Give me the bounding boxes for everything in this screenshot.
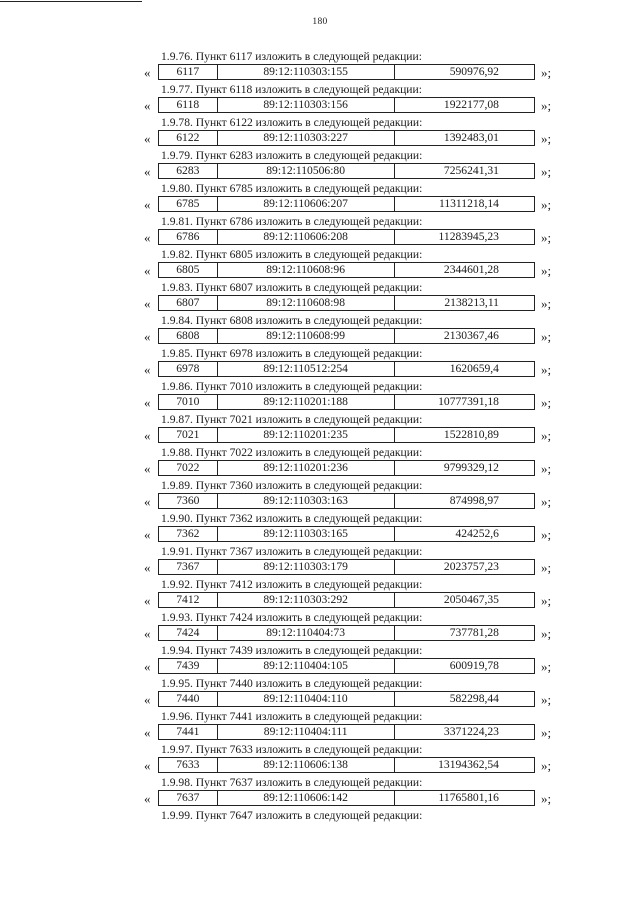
close-quote: »; [541,296,552,311]
amendment-entry [0,512,640,545]
row-cells [158,328,535,344]
cadastral-value-cell: 1620659,4 [449,362,499,375]
row-cells [158,625,535,641]
amendment-heading: 1.9.80. Пункт 6785 изложить в следующей редакции: [161,182,423,195]
item-number-cell: 7412 [159,593,218,607]
item-number-cell: 6283 [159,164,218,178]
amendment-entry [0,776,640,809]
row-cells [158,592,535,608]
amendment-heading: 1.9.87. Пункт 7021 изложить в следующей редакции: [161,413,423,426]
amendment-entry [0,380,640,413]
item-number-cell: 6805 [159,263,218,277]
table-row [140,460,580,478]
cadastral-value-cell: 11283945,23 [438,230,499,243]
amendment-heading: 1.9.93. Пункт 7424 изложить в следующей редакции: [161,611,423,624]
open-quote: « [144,329,151,344]
amendment-heading: 1.9.95. Пункт 7440 изложить в следующей редакции: [161,677,423,690]
item-number-cell: 6118 [159,98,218,112]
table-row [140,196,580,214]
item-number-cell: 7010 [159,395,218,409]
amendment-heading: 1.9.79. Пункт 6283 изложить в следующей редакции: [161,149,423,162]
table-row [140,592,580,610]
row-cells [158,295,535,311]
cadastral-value-cell: 874998,97 [449,494,499,507]
cadastral-value-cell: 737781,28 [449,626,499,639]
open-quote: « [144,758,151,773]
table-row [140,724,580,742]
cadastral-number-cell: 89:12:110606:208 [218,230,395,244]
table-row [140,559,580,577]
amendment-heading: 1.9.84. Пункт 6808 изложить в следующей редакции: [161,314,423,327]
item-number-cell: 7440 [159,692,218,706]
amendment-entry [0,545,640,578]
close-quote: »; [541,65,552,80]
item-number-cell: 7424 [159,626,218,640]
close-quote: »; [541,362,552,377]
open-quote: « [144,560,151,575]
item-number-cell: 7362 [159,527,218,541]
row-cells [158,526,535,542]
item-number-cell: 7360 [159,494,218,508]
amendment-entry [0,743,640,776]
open-quote: « [144,725,151,740]
cadastral-value-cell: 2344601,28 [443,263,499,276]
amendment-heading: 1.9.76. Пункт 6117 изложить в следующей редакции: [161,50,422,63]
open-quote: « [144,626,151,641]
cadastral-value-cell: 600919,78 [449,659,499,672]
open-quote: « [144,197,151,212]
cadastral-number-cell: 89:12:110303:227 [218,131,395,145]
amendment-heading: 1.9.83. Пункт 6807 изложить в следующей редакции: [161,281,423,294]
open-quote: « [144,428,151,443]
row-cells [158,493,535,509]
item-number-cell: 6978 [159,362,218,376]
item-number-cell: 7441 [159,725,218,739]
amendment-heading: 1.9.82. Пункт 6805 изложить в следующей редакции: [161,248,423,261]
amendment-entry [0,281,640,314]
amendment-heading: 1.9.85. Пункт 6978 изложить в следующей редакции: [161,347,423,360]
cadastral-value-cell: 2130367,46 [443,329,499,342]
amendment-entry [0,413,640,446]
open-quote: « [144,395,151,410]
open-quote: « [144,98,151,113]
open-quote: « [144,461,151,476]
cadastral-value-cell: 2138213,11 [444,296,499,309]
close-quote: »; [541,527,552,542]
item-number-cell: 6808 [159,329,218,343]
row-cells [158,394,535,410]
cadastral-number-cell: 89:12:110201:188 [218,395,395,409]
amendment-entry [0,710,640,743]
row-cells [158,130,535,146]
cadastral-value-cell: 11765801,16 [438,791,499,804]
close-quote: »; [541,329,552,344]
amendment-entry [0,182,640,215]
open-quote: « [144,230,151,245]
cadastral-number-cell: 89:12:110506:80 [218,164,395,178]
item-number-cell: 6786 [159,230,218,244]
cadastral-number-cell: 89:12:110303:155 [218,65,395,79]
cadastral-number-cell: 89:12:110303:163 [218,494,395,508]
table-row [140,526,580,544]
row-cells [158,460,535,476]
close-quote: »; [541,659,552,674]
table-row [140,394,580,412]
cadastral-number-cell: 89:12:110201:236 [218,461,395,475]
close-quote: »; [541,197,552,212]
item-number-cell: 6117 [159,65,218,79]
close-quote: »; [541,98,552,113]
cadastral-number-cell: 89:12:110606:207 [218,197,395,211]
close-quote: »; [541,428,552,443]
amendment-entry [0,479,640,512]
cadastral-number-cell: 89:12:110608:96 [218,263,395,277]
row-cells [158,262,535,278]
row-cells [158,229,535,245]
table-row [140,64,580,82]
open-quote: « [144,131,151,146]
cadastral-value-cell: 9799329,12 [443,461,499,474]
cadastral-value-cell: 2050467,35 [443,593,499,606]
table-row [140,757,580,775]
amendment-heading: 1.9.86. Пункт 7010 изложить в следующей редакции: [161,380,423,393]
cadastral-number-cell: 89:12:110606:142 [218,791,395,805]
table-row [140,163,580,181]
amendment-heading: 1.9.88. Пункт 7022 изложить в следующей редакции: [161,446,423,459]
close-quote: »; [541,593,552,608]
page-number: 180 [312,17,328,27]
amendment-entry [0,248,640,281]
table-row [140,361,580,379]
item-number-cell: 6785 [159,197,218,211]
table-row [140,625,580,643]
item-number-cell: 7022 [159,461,218,475]
amendment-entry [0,116,640,149]
close-quote: »; [541,230,552,245]
cadastral-value-cell: 1922177,08 [443,98,499,111]
close-quote: »; [541,758,552,773]
amendment-heading: 1.9.96. Пункт 7441 изложить в следующей редакции: [161,710,423,723]
close-quote: »; [541,263,552,278]
amendment-entry [0,578,640,611]
close-quote: »; [541,626,552,641]
amendment-heading: 1.9.81. Пункт 6786 изложить в следующей редакции: [161,215,423,228]
amendment-heading: 1.9.94. Пункт 7439 изложить в следующей редакции: [161,644,423,657]
close-quote: »; [541,395,552,410]
open-quote: « [144,527,151,542]
cadastral-number-cell: 89:12:110201:235 [218,428,395,442]
open-quote: « [144,593,151,608]
table-row [140,658,580,676]
amendment-entry [0,83,640,116]
close-quote: »; [541,164,552,179]
open-quote: « [144,494,151,509]
amendment-entry [0,149,640,182]
amendment-heading-last: 1.9.99. Пункт 7647 изложить в следующей редакции: [161,809,423,822]
open-quote: « [144,659,151,674]
table-row [140,262,580,280]
open-quote: « [144,791,151,806]
table-row [140,493,580,511]
cadastral-value-cell: 10777391,18 [438,395,499,408]
cadastral-value-cell: 1522810,89 [443,428,499,441]
row-cells [158,64,535,80]
cadastral-number-cell: 89:12:110608:98 [218,296,395,310]
item-number-cell: 6122 [159,131,218,145]
top-rule [0,1,142,2]
cadastral-value-cell: 7256241,31 [443,164,499,177]
item-number-cell: 7021 [159,428,218,442]
table-row [140,295,580,313]
row-cells [158,196,535,212]
close-quote: »; [541,725,552,740]
amendment-entry [0,611,640,644]
row-cells [158,724,535,740]
amendment-heading: 1.9.92. Пункт 7412 изложить в следующей редакции: [161,578,423,591]
cadastral-number-cell: 89:12:110404:110 [218,692,395,706]
table-row [140,328,580,346]
cadastral-value-cell: 13194362,54 [438,758,499,771]
table-row [140,130,580,148]
cadastral-number-cell: 89:12:110608:99 [218,329,395,343]
row-cells [158,790,535,806]
row-cells [158,658,535,674]
close-quote: »; [541,791,552,806]
amendment-entry [0,347,640,380]
open-quote: « [144,164,151,179]
table-row [140,790,580,808]
row-cells [158,427,535,443]
cadastral-number-cell: 89:12:110606:138 [218,758,395,772]
cadastral-value-cell: 424252,6 [455,527,499,540]
cadastral-value-cell: 3371224,23 [443,725,499,738]
cadastral-value-cell: 2023757,23 [443,560,499,573]
amendments-list [0,50,640,822]
table-row [140,427,580,445]
amendment-entry [0,446,640,479]
cadastral-number-cell: 89:12:110303:156 [218,98,395,112]
amendment-heading: 1.9.98. Пункт 7637 изложить в следующей редакции: [161,776,423,789]
amendment-heading: 1.9.91. Пункт 7367 изложить в следующей редакции: [161,545,423,558]
amendment-entry [0,50,640,83]
row-cells [158,163,535,179]
amendment-entry [0,677,640,710]
item-number-cell: 6807 [159,296,218,310]
amendment-entry [0,215,640,248]
table-row [140,691,580,709]
item-number-cell: 7633 [159,758,218,772]
amendment-heading: 1.9.97. Пункт 7633 изложить в следующей редакции: [161,743,423,756]
item-number-cell: 7367 [159,560,218,574]
table-row [140,97,580,115]
row-cells [158,97,535,113]
row-cells [158,757,535,773]
cadastral-number-cell: 89:12:110404:105 [218,659,395,673]
cadastral-value-cell: 590976,92 [449,65,499,78]
close-quote: »; [541,461,552,476]
cadastral-number-cell: 89:12:110303:165 [218,527,395,541]
row-cells [158,691,535,707]
open-quote: « [144,362,151,377]
cadastral-value-cell: 11311218,14 [438,197,499,210]
amendment-heading: 1.9.90. Пункт 7362 изложить в следующей редакции: [161,512,423,525]
cadastral-number-cell: 89:12:110303:179 [218,560,395,574]
item-number-cell: 7637 [159,791,218,805]
close-quote: »; [541,494,552,509]
close-quote: »; [541,560,552,575]
amendment-heading: 1.9.77. Пункт 6118 изложить в следующей редакции: [161,83,422,96]
row-cells [158,361,535,377]
cadastral-value-cell: 582298,44 [449,692,499,705]
table-row [140,229,580,247]
cadastral-number-cell: 89:12:110404:111 [218,725,395,739]
row-cells [158,559,535,575]
close-quote: »; [541,692,552,707]
amendment-entry [0,644,640,677]
cadastral-value-cell: 1392483,01 [443,131,499,144]
open-quote: « [144,296,151,311]
cadastral-number-cell: 89:12:110512:254 [218,362,395,376]
amendment-heading: 1.9.89. Пункт 7360 изложить в следующей редакции: [161,479,423,492]
cadastral-number-cell: 89:12:110303:292 [218,593,395,607]
close-quote: »; [541,131,552,146]
item-number-cell: 7439 [159,659,218,673]
open-quote: « [144,692,151,707]
open-quote: « [144,65,151,80]
open-quote: « [144,263,151,278]
cadastral-number-cell: 89:12:110404:73 [218,626,395,640]
amendment-entry [0,314,640,347]
amendment-heading: 1.9.78. Пункт 6122 изложить в следующей редакции: [161,116,423,129]
